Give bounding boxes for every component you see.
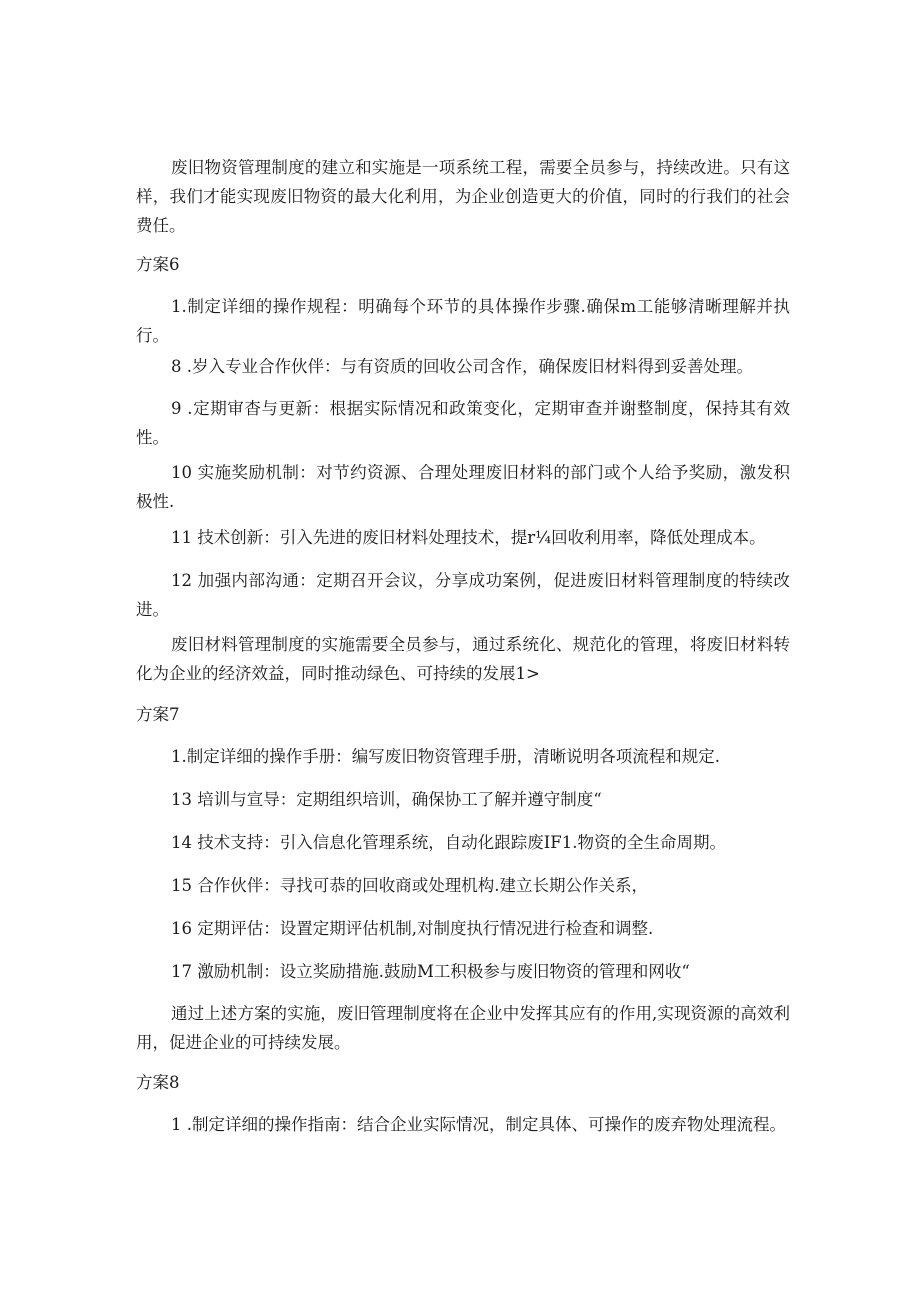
plan6-item-9: 9 .定期审杳与更新：根据实际情况和政策变化，定期审查并谢整制度，保持其有效性。 bbox=[136, 399, 790, 447]
plan7-item-13: 13 培训与宣导：定期组织培训，确保协工了解并遵守制度“ bbox=[171, 790, 602, 809]
plan6-item-12: 12 加强内部沟通：定期召开会议，分享成功案例，促进废旧材料管理制度的特续改进。 bbox=[136, 571, 790, 619]
plan7-item-15: 15 合作伙伴：寻找可恭的回收商或处理机构.建立长期公作关系， bbox=[171, 876, 648, 895]
plan7-item-16: 16 定期评估：设置定期评估机制,对制度执行情况进行检查和调整. bbox=[171, 919, 654, 938]
plan6-title: 方案6 bbox=[136, 255, 180, 274]
plan8-title: 方案8 bbox=[136, 1073, 180, 1092]
plan7-item-1: 1.制定详细的操作手册：编写废旧物资管理手册，清晰说明各项流程和规定. bbox=[171, 747, 720, 766]
plan7-item-17: 17 激励机制：设立奖励措施.鼓励M工积极参与废旧物资的管理和网收“ bbox=[171, 962, 690, 981]
plan6-item-8: 8 .岁入专业合作伙伴：与有资质的回收公司含作，确保废旧材料得到妥善处理。 bbox=[171, 357, 753, 376]
plan6-item-11: 11 技术创新：引入先进的废旧材料处理技术，提r¼回收利用率，降低处理成本。 bbox=[171, 528, 766, 547]
plan7-summary: 通过上述方案的实施，废旧管理制度将在企业中发挥其应有的作用,实现资源的高效利用，促进企业的可持续发展。 bbox=[136, 1004, 790, 1052]
plan7-item-14: 14 技术支持：引入信息化管理系统，自动化跟踪废IF1.物资的全生命周期。 bbox=[171, 833, 726, 852]
plan6-summary: 废旧材料管理制度的实施需要全员参与，通过系统化、规范化的管理，将废旧材料转化为企业的经济效益，同时推动绿色、可持续的发展1> bbox=[136, 635, 790, 683]
intro-paragraph: 废旧物资管理制度的建立和实施是一项系统工程，需要全员参与，持续改进。只有这样，我们才能实现废旧物资的最大化利用，为企业创造更大的价值，同时的行我们的社会费任。 bbox=[136, 158, 790, 235]
plan6-item-10: 10 实施奖励机制：对节约资源、合理处理废旧材料的部门或个人给予奖励，激发积极性. bbox=[136, 463, 790, 511]
plan7-title: 方案7 bbox=[136, 705, 180, 724]
plan8-item-1: 1 .制定详细的操作指南：结合企业实际情况，制定具体、可操作的废弃物处理流程。 bbox=[171, 1115, 786, 1134]
plan6-item-1: 1.制定详细的操作规程：明确每个环节的具体操作步骤.确保m工能够清晰理解并执行。 bbox=[136, 297, 790, 345]
